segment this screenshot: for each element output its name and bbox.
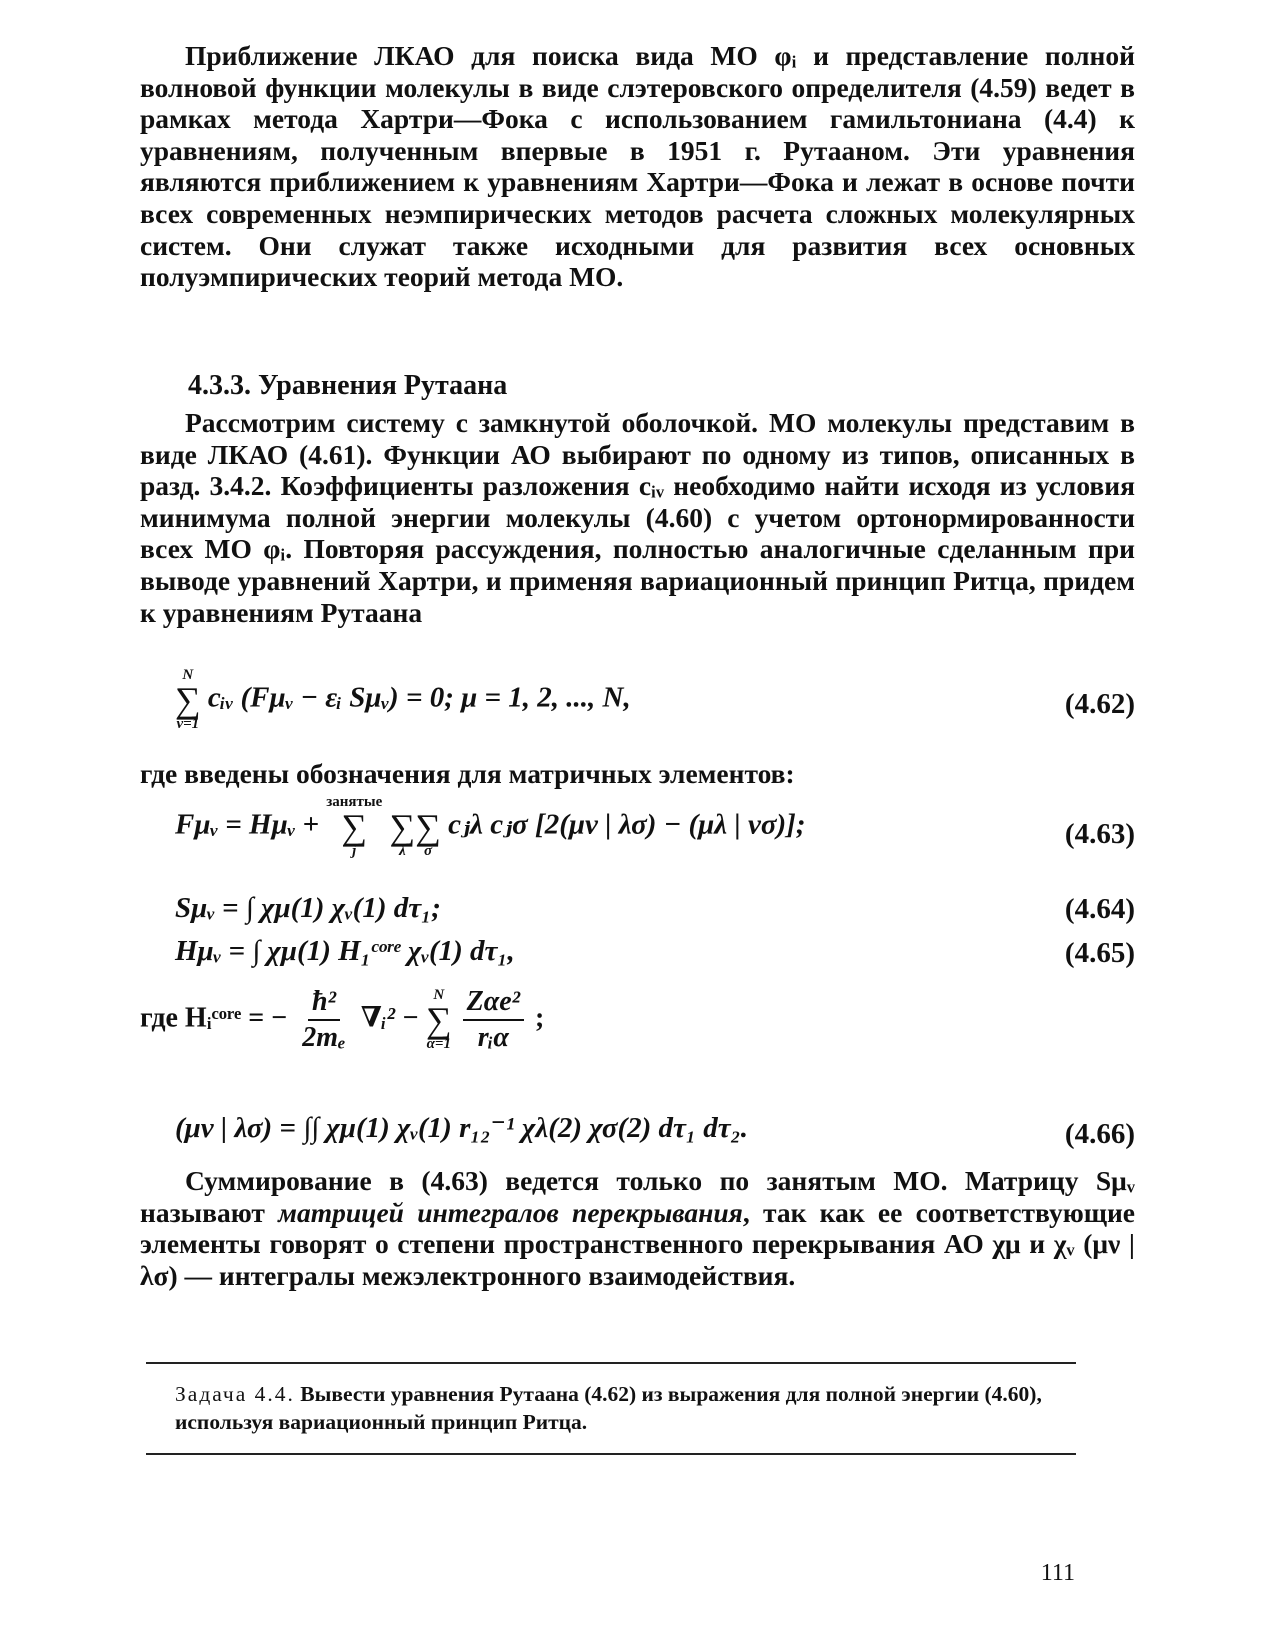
equation-number: (4.63) [1064,818,1135,850]
summation-symbol: ∑ λ [389,807,416,859]
bottom-rule [146,1453,1076,1455]
task-4-4 [175,1380,1075,1436]
equation-4-65 [175,935,515,968]
equation-4-64 [175,892,441,925]
equation-number: (4.62) [1064,688,1135,720]
fraction-potential: $\frac{\text{Zαe²}}{\text{rᵢα}}$ [463,985,524,1055]
equation-body: Sμᵥ = ∫ χμ(1) χᵥ(1) dτ₁; [175,892,441,924]
section-heading: 4.3.3. Уравнения Рутаана [188,370,508,401]
hcore-definition: где Hᵢᶜᵒʳᵉ = − $\frac{\text{ħ²}}{\text{2mₑ}}$ ∇ᵢ² − N ∑ α=1 $\frac{\text{Zαe²}}{\text{rᵢα}}$ ; [140,986,545,1053]
paragraph-closed-shell: Рассмотрим систему с замкнутой оболочкой. МО молекулы представим в виде ЛКАО (4.61). Функции АО выбирают по одному из типов, описанных в разд. 3.4.2. Коэффициенты разложения cᵢᵥ необходимо найти исходя из условия минимума полной энергии молекулы (4.60) с учетом ортонормированности всех МО φᵢ. Повторяя рассуждения, полностью аналогичные сделанным при выводе уравнений Хартри, и применяя вариационный принцип Ритца, придем к уравнениям Рутаана [140,407,1135,628]
equation-number: (4.65) [1064,937,1135,969]
paragraph-notation: где введены обозначения для матричных элементов: [140,758,795,789]
paragraph-lcao-approximation: Приближение ЛКАО для поиска вида МО φᵢ и представление полной волновой функции молекулы в виде слэтеровского определителя (4.59) ведет в рамках метода Хартри—Фока с использованием гамильтониана (4.4) к уравнениям, полученным впервые в 1951 г. Рутааном. Эти уравнения являются приближением к уравнениям Хартри—Фока и лежат в основе почти всех современных неэмпирических методов расчета сложных молекулярных систем. Они служат также исходными для развития всех основных полуэмпирических теорий метода МО. [140,40,1135,293]
equation-body: Hμᵥ = ∫ χμ(1) H₁ᶜᵒʳᵉ χᵥ(1) dτ₁, [175,935,515,967]
equation-4-66 [175,1110,748,1145]
equation-4-63 [175,795,806,859]
equation-body: (μν | λσ) = ∫∫ χμ(1) χᵥ(1) r₁₂⁻¹ χλ(2) χσ(2) dτ₁ dτ₂. [175,1112,749,1144]
top-rule [146,1362,1076,1364]
equation-body: cᵢᵥ (Fμᵥ − εᵢ Sμᵥ) = 0; μ = 1, 2, ..., N, [207,681,631,714]
summation-symbol: занятые ∑ j [326,794,383,859]
equation-number: (4.64) [1064,893,1135,925]
fraction-kinetic: $\frac{\text{ħ²}}{\text{2mₑ}}$ [302,986,346,1053]
summation-symbol: N ∑ ν=1 [175,667,201,732]
summation-symbol: N ∑ α=1 [425,987,452,1052]
summation-symbol: ∑ σ [415,807,441,859]
paragraph-summation: Суммирование в (4.63) ведется только по занятым МО. Матрицу Sμᵥ называют матрицей интегралов перекрывания, так как ее соответствующие элементы говорят о степени пространственного перекрывания АО χμ и χᵥ (μν | λσ) — интегралы межэлектронного взаимодействия. [140,1165,1135,1291]
term-overlap-matrix: матрицей интегралов перекрывания [278,1196,743,1228]
equation-body: cⱼλ cⱼσ [2(μν | λσ) − (μλ | νσ)]; [448,808,806,841]
page-number: 111 [1040,1560,1075,1586]
equation-number: (4.66) [1064,1118,1135,1150]
task-text: Вывести уравнения Рутаана (4.62) из выражения для полной энергии (4.60), используя вариационный принцип Ритца. [175,1382,1042,1434]
equation-lhs: Fμᵥ = Hμᵥ + [175,808,319,841]
equation-4-62 [175,668,631,732]
task-label: Задача 4.4. [175,1382,295,1406]
